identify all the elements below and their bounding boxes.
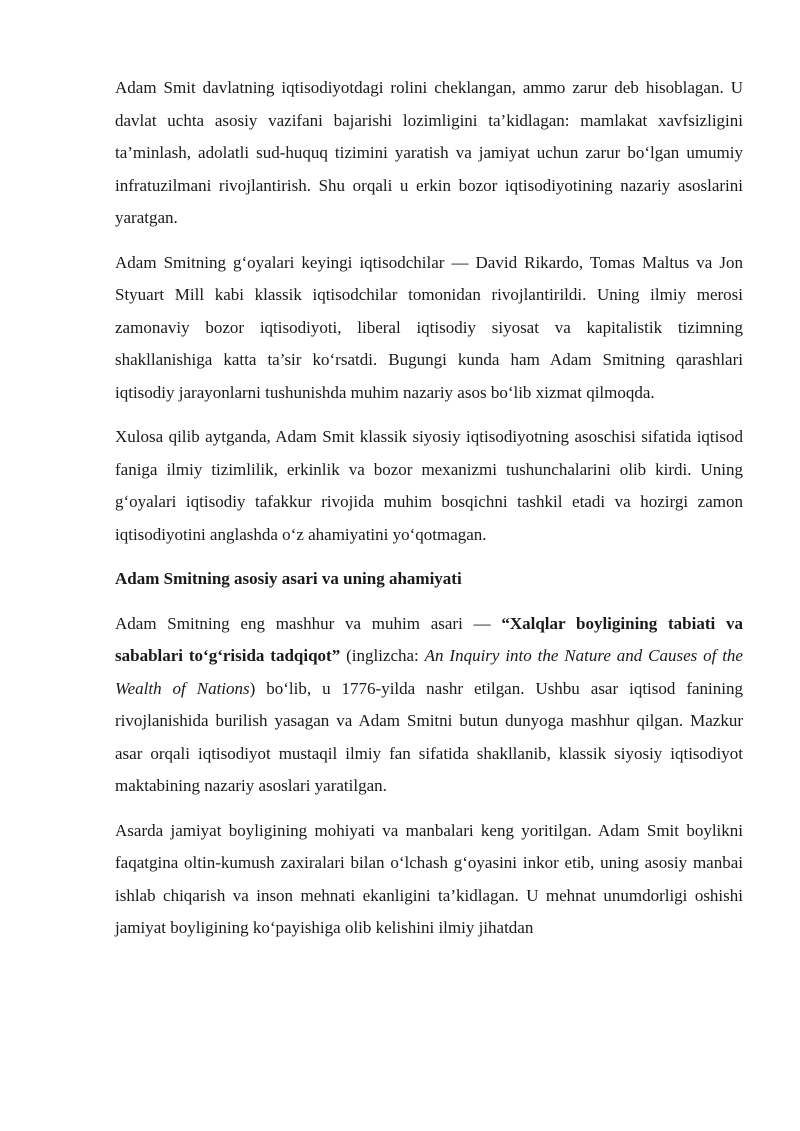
main-work-title-uzbek: “Xalqlar boyligining tabiati va sabablari to‘g‘risida tadqiqot”: [115, 613, 743, 665]
paragraph-state-role: Adam Smit davlatning iqtisodiyotdagi rolini cheklangan, ammo zarur deb hisoblagan. U davlat uchta asosiy vazifani bajarishi lozimligini ta’kidlagan: mamlakat xavfsizligini ta’minlash, adolatli sud-huquq tizimini yaratish va jamiyat uchun zarur bo‘lgan umumiy infratuzilmani rivojlantirish. Shu orqali u erkin bozor iqtisodiyotining nazariy asoslarini yaratgan.: [115, 78, 743, 227]
main-work-title-english: An Inquiry into the Nature and Causes of the Wealth of Nations: [115, 646, 743, 698]
document-page: [115, 72, 743, 957]
main-work-tail: ) bo‘lib, u 1776-yilda nashr etilgan. Ushbu asar iqtisod fanining rivojlanishida burilish yasagan va Adam Smitni butun dunyoga mashhur qilgan. Mazkur asar orqali iqtisodiyot mustaqil ilmiy fan sifatida shakllanib, klassik siyosiy iqtisodiyot maktabining nazariy asoslari yaratilgan.: [115, 678, 743, 795]
section-heading: Adam Smitning asosiy asari va uning ahamiyati: [115, 569, 462, 588]
paragraph-main-work: [115, 608, 743, 803]
paragraph-wealth-sources: Asarda jamiyat boyligining mohiyati va manbalari keng yoritilgan. Adam Smit boylikni faqatgina oltin-kumush zaxiralari bilan o‘lchash g‘oyasini inkor etib, uning asosiy manbai ishlab chiqarish va inson mehnati ekanligini ta’kidlagan. U mehnat unumdorligi oshishi jamiyat boyligining ko‘payishiga olib kelishini ilmiy jihatdan: [115, 820, 743, 937]
main-work-lead: Adam Smitning eng mashhur va muhim asari —: [115, 613, 502, 633]
main-work-mid: (inglizcha:: [340, 646, 425, 665]
paragraph-conclusion: Xulosa qilib aytganda, Adam Smit klassik siyosiy iqtisodiyotning asoschisi sifatida iqtisod faniga ilmiy tizimlilik, erkinlik va bozor mexanizmi tushunchalarini olib kirdi. Uning g‘oyalari iqtisodiy tafakkur rivojida muhim bosqichni tashkil etadi va hozirgi zamon iqtisodiyotini anglashda o‘z ahamiyatini yo‘qotmagan.: [115, 427, 743, 544]
paragraph-legacy: Adam Smitning g‘oyalari keyingi iqtisodchilar — David Rikardo, Tomas Maltus va Jon Styuart Mill kabi klassik iqtisodchilar tomonidan rivojlantirildi. Uning ilmiy merosi zamonaviy bozor iqtisodiyoti, liberal iqtisodiy siyosat va kapitalistik tizimning shakllanishiga katta ta’sir ko‘rsatdi. Bugungi kunda ham Adam Smitning qarashlari iqtisodiy jarayonlarni tushunishda muhim nazariy asos bo‘lib xizmat qilmoqda.: [115, 252, 743, 402]
